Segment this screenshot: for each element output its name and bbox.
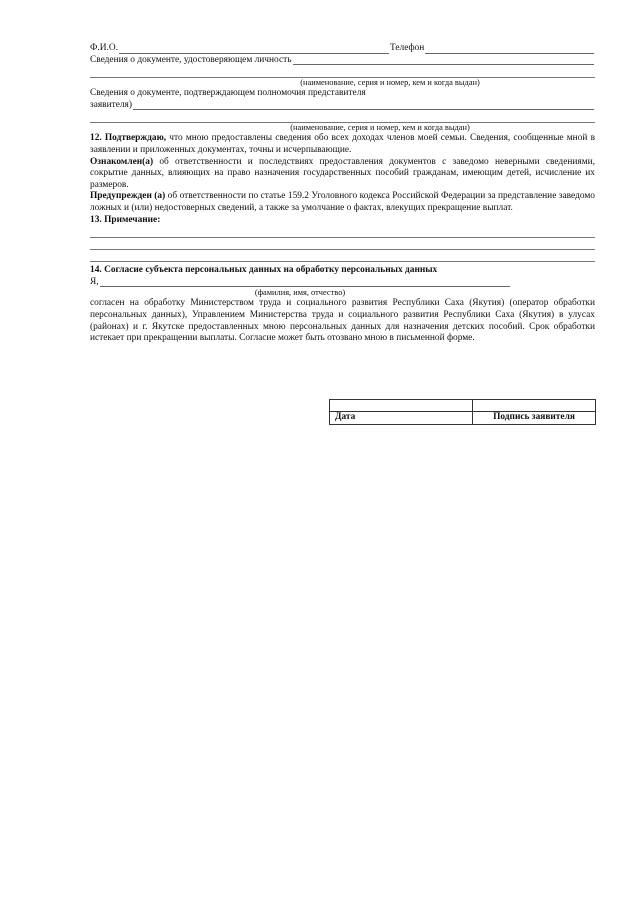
identity-doc-caption: (наименование, серия и номер, кем и когда выдан)	[300, 78, 480, 88]
acknowledged-heading: Ознакомлен(а)	[90, 156, 154, 167]
authority-doc-caption: (наименование, серия и номер, кем и когда выдан)	[290, 123, 470, 133]
acknowledged-paragraph	[90, 157, 595, 192]
warned-paragraph	[90, 191, 595, 214]
application-form-page	[90, 43, 596, 422]
note-line-2	[90, 238, 595, 250]
section-12-number: 12. Подтверждаю,	[90, 133, 167, 144]
warned-heading: Предупрежден (а)	[90, 191, 166, 202]
consent-i-label: Я,	[90, 276, 99, 287]
authority-doc-label-line1: Сведения о документе, подтверждающем полномочия представителя	[90, 88, 366, 99]
acknowledged-text: об ответственности и последствиях предоставления документов с заведомо неверными сведениями, сокрытие данных, влияющих на право назначения государственных пособий гражданам, имеющим детей, исчисление их размеров.	[90, 156, 595, 190]
signature-table	[329, 399, 596, 425]
signature-value-cell	[473, 400, 596, 412]
phone-label: Телефон	[389, 43, 425, 53]
phone-field	[425, 44, 594, 54]
fio-row	[90, 43, 595, 55]
section-14-title	[90, 265, 595, 277]
warned-text: об ответственности по статье 159.2 Уголовного кодекса Российской Федерации за представление заведомо ложных и (или) недостоверных сведений, а также за умолчание о фактах, влекущих прекращение выплат.	[90, 191, 595, 213]
authority-doc-field	[133, 100, 594, 110]
signature-table-blank-row	[330, 400, 596, 412]
section-14-title-text: 14. Согласие субъекта персональных данных на обработку персональных данных	[90, 265, 438, 276]
section-12-paragraph	[90, 133, 595, 156]
date-label: Дата	[330, 412, 473, 425]
authority-doc-label-line2: заявителя)	[90, 99, 132, 110]
authority-doc-row	[90, 100, 595, 112]
note-line-1	[90, 226, 595, 238]
note-line-3	[90, 250, 595, 262]
section-13-title	[90, 215, 595, 227]
identity-doc-label: Сведения о документе, удостоверяющем личность	[90, 54, 292, 65]
section-13-title-text: 13. Примечание:	[90, 214, 161, 225]
fio-label: Ф.И.О.	[90, 43, 118, 53]
identity-doc-field	[293, 55, 595, 65]
authority-doc-line	[90, 111, 595, 123]
consent-name-field	[100, 277, 510, 287]
identity-doc-row	[90, 55, 595, 67]
consent-paragraph: согласен на обработку Министерством труда и социального развития Республики Саха (Якутия) (оператор обработки персональных данных), Управлением Министерства труда и социального развития Республики Саха (Якутия) в улусах (районах) и г. Якутске предоставленных мною персональных данных для назначения детских пособий. Срок обработки истекает при прекращении выплаты. Согласие может быть отозвано мною в письменной форме.	[90, 298, 595, 344]
signature-table-label-row	[330, 412, 596, 425]
section-12-text: что мною предоставлены сведения обо всех доходах членов моей семьи. Сведения, сообщенные мной в заявлении и приложенных документах, точны и исчерпывающие.	[90, 133, 596, 155]
date-value-cell	[330, 400, 473, 412]
consent-name-row	[90, 277, 595, 289]
signature-label: Подпись заявителя	[473, 412, 596, 425]
identity-doc-line	[90, 66, 595, 78]
consent-name-caption: (фамилия, имя, отчество)	[254, 288, 346, 298]
fio-field	[119, 44, 389, 54]
